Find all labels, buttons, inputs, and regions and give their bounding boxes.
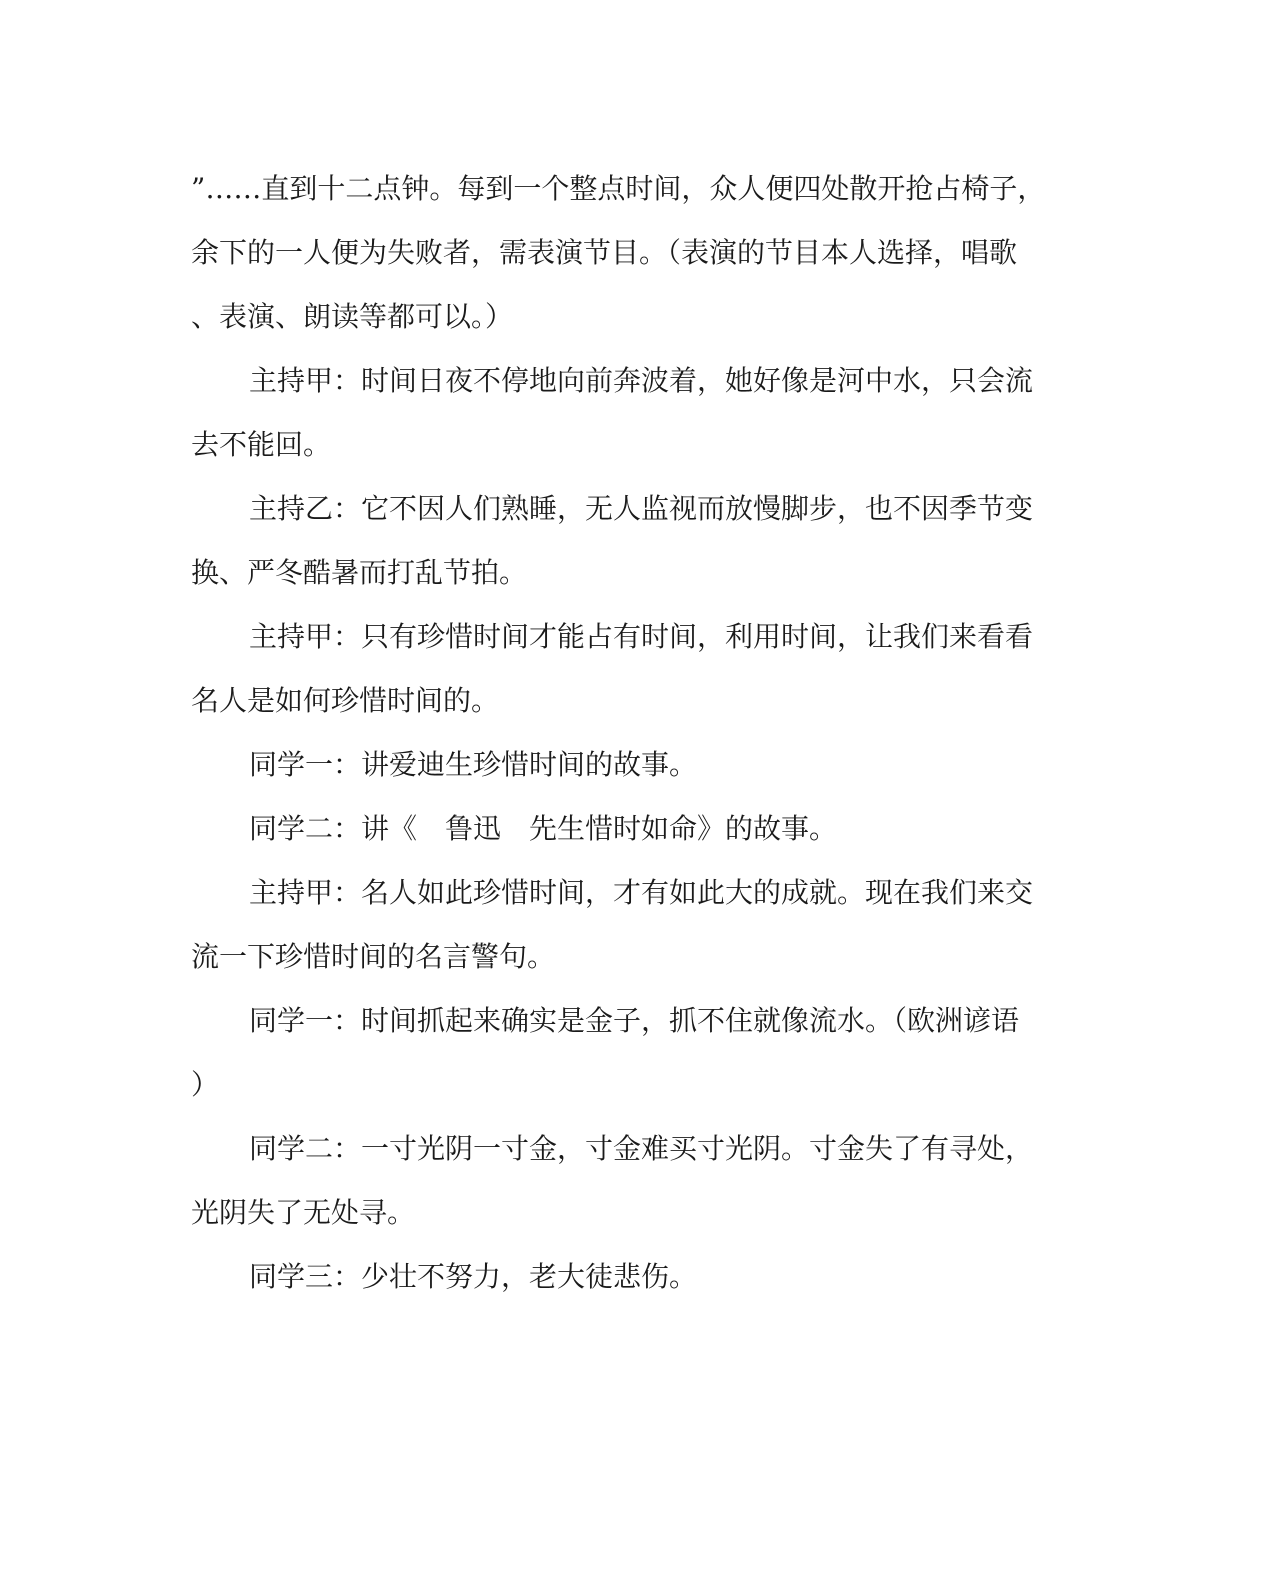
text-line: 同学二：一寸光阴一寸金，寸金难买寸光阴。寸金失了有寻处， (249, 1132, 1034, 1165)
text-line: 去不能回。 (191, 428, 332, 461)
text-line: 主持甲：名人如此珍惜时间，才有如此大的成就。现在我们来交 (249, 876, 1034, 909)
text-line: 同学三：少壮不努力，老大徒悲伤。 (249, 1260, 698, 1293)
text-line: 余下的一人便为失败者，需表演节目。（表演的节目本人选择，唱歌 (191, 236, 1018, 269)
text-line: 流一下珍惜时间的名言警句。 (191, 940, 556, 973)
text-line: 光阴失了无处寻。 (191, 1196, 416, 1229)
text-line: 同学一：讲爱迪生珍惜时间的故事。 (249, 748, 698, 781)
text-line: 主持甲：时间日夜不停地向前奔波着，她好像是河中水，只会流 (249, 364, 1034, 397)
text-line: 名人是如何珍惜时间的。 (191, 684, 500, 717)
text-line: 同学二：讲《 鲁迅 先生惜时如命》的故事。 (249, 812, 838, 845)
text-line: 换、严冬酷暑而打乱节拍。 (191, 556, 528, 589)
text-line: 主持乙：它不因人们熟睡，无人监视而放慢脚步，也不因季节变 (249, 492, 1034, 525)
text-line: ”……直到十二点钟。每到一个整点时间，众人便四处散开抢占椅子， (191, 172, 1046, 205)
text-line: 、表演、朗读等都可以。） (191, 300, 514, 333)
text-line: 同学一：时间抓起来确实是金子，抓不住就像流水。（欧洲谚语 (249, 1004, 1020, 1037)
text-line: 主持甲：只有珍惜时间才能占有时间，利用时间，让我们来看看 (249, 620, 1034, 653)
text-line: ） (191, 1068, 220, 1101)
